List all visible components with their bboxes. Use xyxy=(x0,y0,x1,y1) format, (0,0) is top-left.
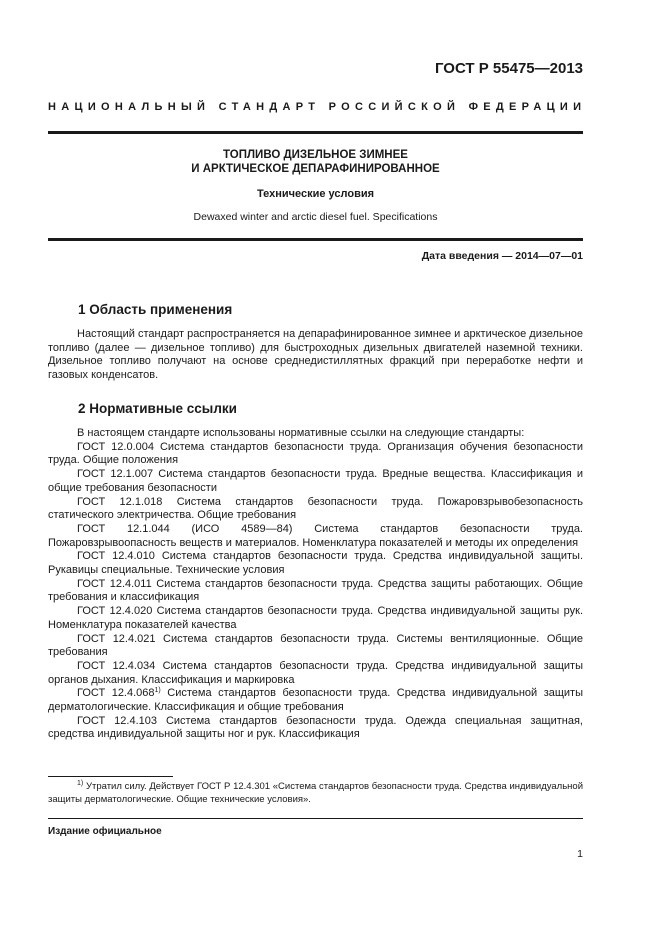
national-standard-heading: НАЦИОНАЛЬНЫЙ СТАНДАРТ РОССИЙСКОЙ ФЕДЕРАЦИИ xyxy=(48,101,587,113)
reference-item: ГОСТ 12.4.021 Система стандартов безопасности труда. Системы вентиляционные. Общие требования xyxy=(48,632,583,659)
footnote-marker: 1) xyxy=(154,687,161,695)
document-title xyxy=(48,148,583,176)
reference-item: ГОСТ 12.1.018 Система стандартов безопасности труда. Пожаровзрывобезопасность статического электричества. Общие требования xyxy=(48,495,583,522)
introduction-date: Дата введения — 2014—07—01 xyxy=(421,250,583,262)
reference-item-068 xyxy=(48,687,583,714)
footnote-mark: 1) xyxy=(77,780,84,787)
section-1-body xyxy=(48,328,583,383)
reference-text: Система стандартов безопасности труда. Средства индивидуальной защиты дерматологические. Классификация и общие требования xyxy=(48,687,583,714)
header-divider xyxy=(48,131,583,134)
section-2-body xyxy=(48,427,583,742)
title-divider xyxy=(48,238,583,241)
document-title-line-1: ТОПЛИВО ДИЗЕЛЬНОЕ ЗИМНЕЕ xyxy=(223,149,408,161)
section-1-paragraph: Настоящий стандарт распространяется на депарафинированное зимнее и арктическое дизельное топливо (далее — дизельное топливо) для быстроходных дизельных двигателей наземной техники. Дизельное топливо получают на основе среднедистиллятных фракций при переработке нефти и газовых конденсатов. xyxy=(48,328,583,382)
official-edition-label: Издание официальное xyxy=(48,826,162,837)
section-1-heading: 1 Область применения xyxy=(78,302,233,317)
english-title: Dewaxed winter and arctic diesel fuel. Specifications xyxy=(193,211,438,223)
reference-item: ГОСТ 12.4.011 Система стандартов безопасности труда. Средства защиты работающих. Общие требования и классификация xyxy=(48,577,583,604)
reference-item: ГОСТ 12.4.103 Система стандартов безопасности труда. Одежда специальная защитная, средства индивидуальной защиты ног и рук. Классификация xyxy=(48,714,583,741)
footnote xyxy=(48,780,583,806)
page-number: 1 xyxy=(577,848,583,860)
reference-item: ГОСТ 12.4.034 Система стандартов безопасности труда. Средства индивидуальной защиты органов дыхания. Классификация и маркировка xyxy=(48,659,583,686)
standard-number: ГОСТ Р 55475—2013 xyxy=(434,60,583,77)
document-subtitle: Технические условия xyxy=(256,188,375,200)
section-2-heading: 2 Нормативные ссылки xyxy=(78,401,237,416)
reference-item: ГОСТ 12.1.044 (ИСО 4589—84) Система стандартов безопасности труда. Пожаровзрывоопасность веществ и материалов. Номенклатура показателей и методы их определения xyxy=(48,522,583,549)
reference-code: ГОСТ 12.4.068 xyxy=(77,687,155,700)
reference-item: ГОСТ 12.0.004 Система стандартов безопасности труда. Организация обучения безопасности труда. Общие положения xyxy=(48,440,583,467)
section-2-intro: В настоящем стандарте использованы нормативные ссылки на следующие стандарты: xyxy=(77,427,525,439)
footnote-text: Утратил силу. Действует ГОСТ Р 12.4.301 «Система стандартов безопасности труда. Средства индивидуальной защиты дерматологические. Общие технические условия». xyxy=(48,781,583,805)
footnote-divider xyxy=(48,776,173,777)
reference-item: ГОСТ 12.4.020 Система стандартов безопасности труда. Средства индивидуальной защиты рук. Номенклатура показателей качества xyxy=(48,605,583,631)
reference-item: ГОСТ 12.4.010 Система стандартов безопасности труда. Средства индивидуальной защиты. Рукавицы специальные. Технические условия xyxy=(48,550,583,577)
document-title-line-2: И АРКТИЧЕСКОЕ ДЕПАРАФИНИРОВАННОЕ xyxy=(191,163,440,175)
footer-divider xyxy=(48,818,583,819)
reference-item: ГОСТ 12.1.007 Система стандартов безопасности труда. Вредные вещества. Классификация и общие требования безопасности xyxy=(48,468,583,494)
